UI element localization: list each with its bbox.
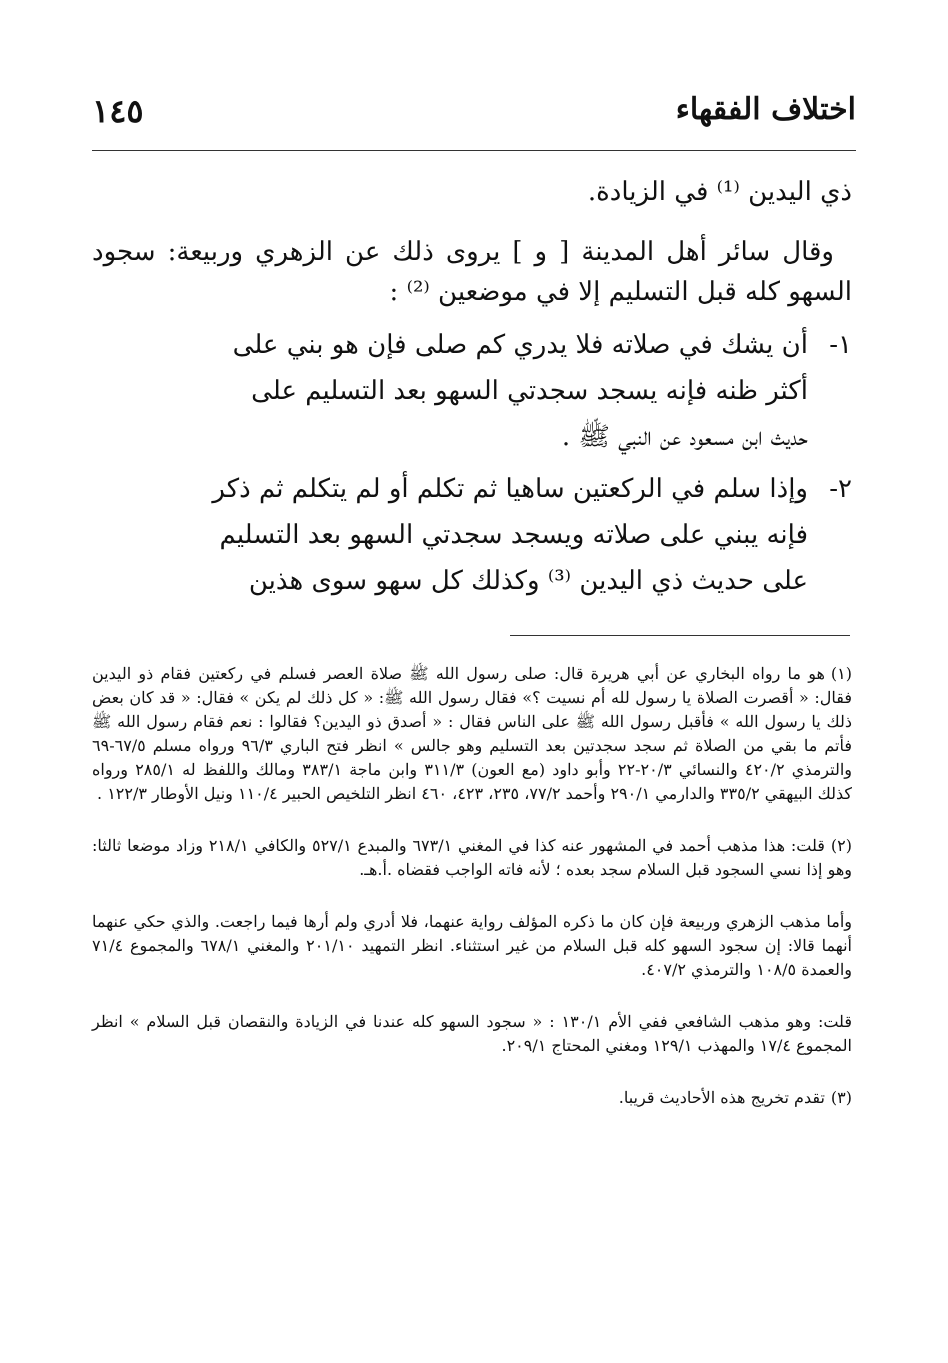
footnote-text: تقدم تخريج هذه الأحاديث قريبا. <box>618 1088 825 1107</box>
list-item-text <box>92 466 808 604</box>
footnote-1 <box>92 662 852 806</box>
footnote-text: قلت: هذا مذهب أحمد في المشهور عنه كذا في المغني ٦٧٣/١ والمبدع ٥٢٧/١ والكافي ٢١٨/١ وزاد موضعا ثالثا: وهو إذا نسي السجود قبل السلام سجد بعده ؛ لأنه فاته الواجب فقضاه .أ.هـ. <box>92 836 852 879</box>
list-item <box>92 466 852 604</box>
list-item-text <box>92 322 808 460</box>
text-line: أن يشك في صلاته فلا يدري كم صلى فإن هو بني على <box>232 330 808 360</box>
running-title: اختلاف الفقهاء <box>675 92 856 127</box>
footnote-3 <box>92 1086 852 1110</box>
footnote-label: (٣) <box>830 1088 852 1107</box>
footnote-2-paragraph: وأما مذهب الزهري وربيعة فإن كان ما ذكره المؤلف رواية عنهما، فلا أدري ولم أرها فيما راجعت. والذي حكي عنهما أنهما قالا: إن سجود السهو كله قبل السلام من غير استثناء. انظر التمهيد ٢٠١/١٠ والمغني ٦٧٨/١ والمجموع ٧١/٤ والعمدة ١٠٨/٥ والترمذي ٤٠٧/٢. <box>92 912 853 979</box>
text-line: على حديث ذي اليدين ⁽³⁾ وكذلك كل سهو سوى هذين <box>248 566 808 596</box>
text-line: فإنه يبني على صلاته ويسجد سجدتي السهو بعد التسليم <box>219 520 808 550</box>
footnotes <box>92 662 852 1110</box>
main-text <box>92 172 852 604</box>
footnote-label: (٢) <box>830 836 853 855</box>
text-line: حديث ابن مسعود عن النبي ﷺ . <box>561 422 808 452</box>
continuation-line: ذي اليدين ⁽¹⁾ في الزيادة. <box>587 177 852 207</box>
text-line: وإذا سلم في الركعتين ساهيا ثم تكلم أو لم يتكلم ثم ذكر <box>212 474 808 504</box>
footnote-label: (١) <box>830 664 852 683</box>
footnote-rule <box>510 635 850 636</box>
list-item <box>92 322 852 460</box>
page-number: ١٤٥ <box>92 92 144 130</box>
main-paragraph: وقال سائر أهل المدينة [ و ] يروى ذلك عن الزهري وربيعة: سجود السهو كله قبل التسليم إلا في موضعين ⁽²⁾ : <box>92 237 852 307</box>
footnote-text: هو ما رواه البخاري عن أبي هريرة قال: صلى رسول الله ﷺ صلاة العصر فسلم في ركعتين فقام ذو اليدين فقال: « أقصرت الصلاة يا رسول لله أم نسيت ؟» فقال رسول الله ﷺ: « كل ذلك لم يكن » فقال: « قد كان بعض ذلك يا رسول الله » فأقبل رسول الله ﷺ على الناس فقال : « أصدق ذو اليدين؟ فقالوا : نعم فقام رسول الله ﷺ فأتم ما بقي من الصلاة ثم سجد سجدتين بعد التسليم وهو جالس » انظر فتح الباري ٩٦/٣ ورواه مسلم ٦٧/٥-٦٩ والترمذي ٤٢٠/٢ والنسائي ٢٠/٣-٢٢ وأبو داود (مع العون) ٣١١/٣ وابن ماجة ٣٨٣/١ ومالك واللفظ له ٢٨٥/١ ورواه كذلك البيهقي ٣٣٥/٢ والدارمي ٢٩٠/١ وأحمد ٧٧/٢، ٢٣٥، ٤٢٣، ٤٦٠ انظر التلخيص الحبير ١١٠/٤ ونيل الأوطار ١٢٢/٣ . <box>92 664 852 803</box>
header-rule <box>92 150 856 151</box>
list-item-number: ٢- <box>829 474 852 504</box>
text-line: أكثر ظنه فإنه يسجد سجدتي السهو بعد التسليم على <box>251 376 808 406</box>
list-item-number: ١- <box>829 330 852 360</box>
footnote-2-paragraph: قلت: وهو مذهب الشافعي ففي الأم ١٣٠/١ : « سجود السهو كله عندنا في الزيادة والنقصان قبل السلام » انظر المجموع ١٧/٤ والمهذب ١٢٩/١ ومغني المحتاج ٢٠٩/١. <box>92 1012 853 1055</box>
page-header <box>92 92 856 150</box>
footnote-2 <box>92 834 852 882</box>
